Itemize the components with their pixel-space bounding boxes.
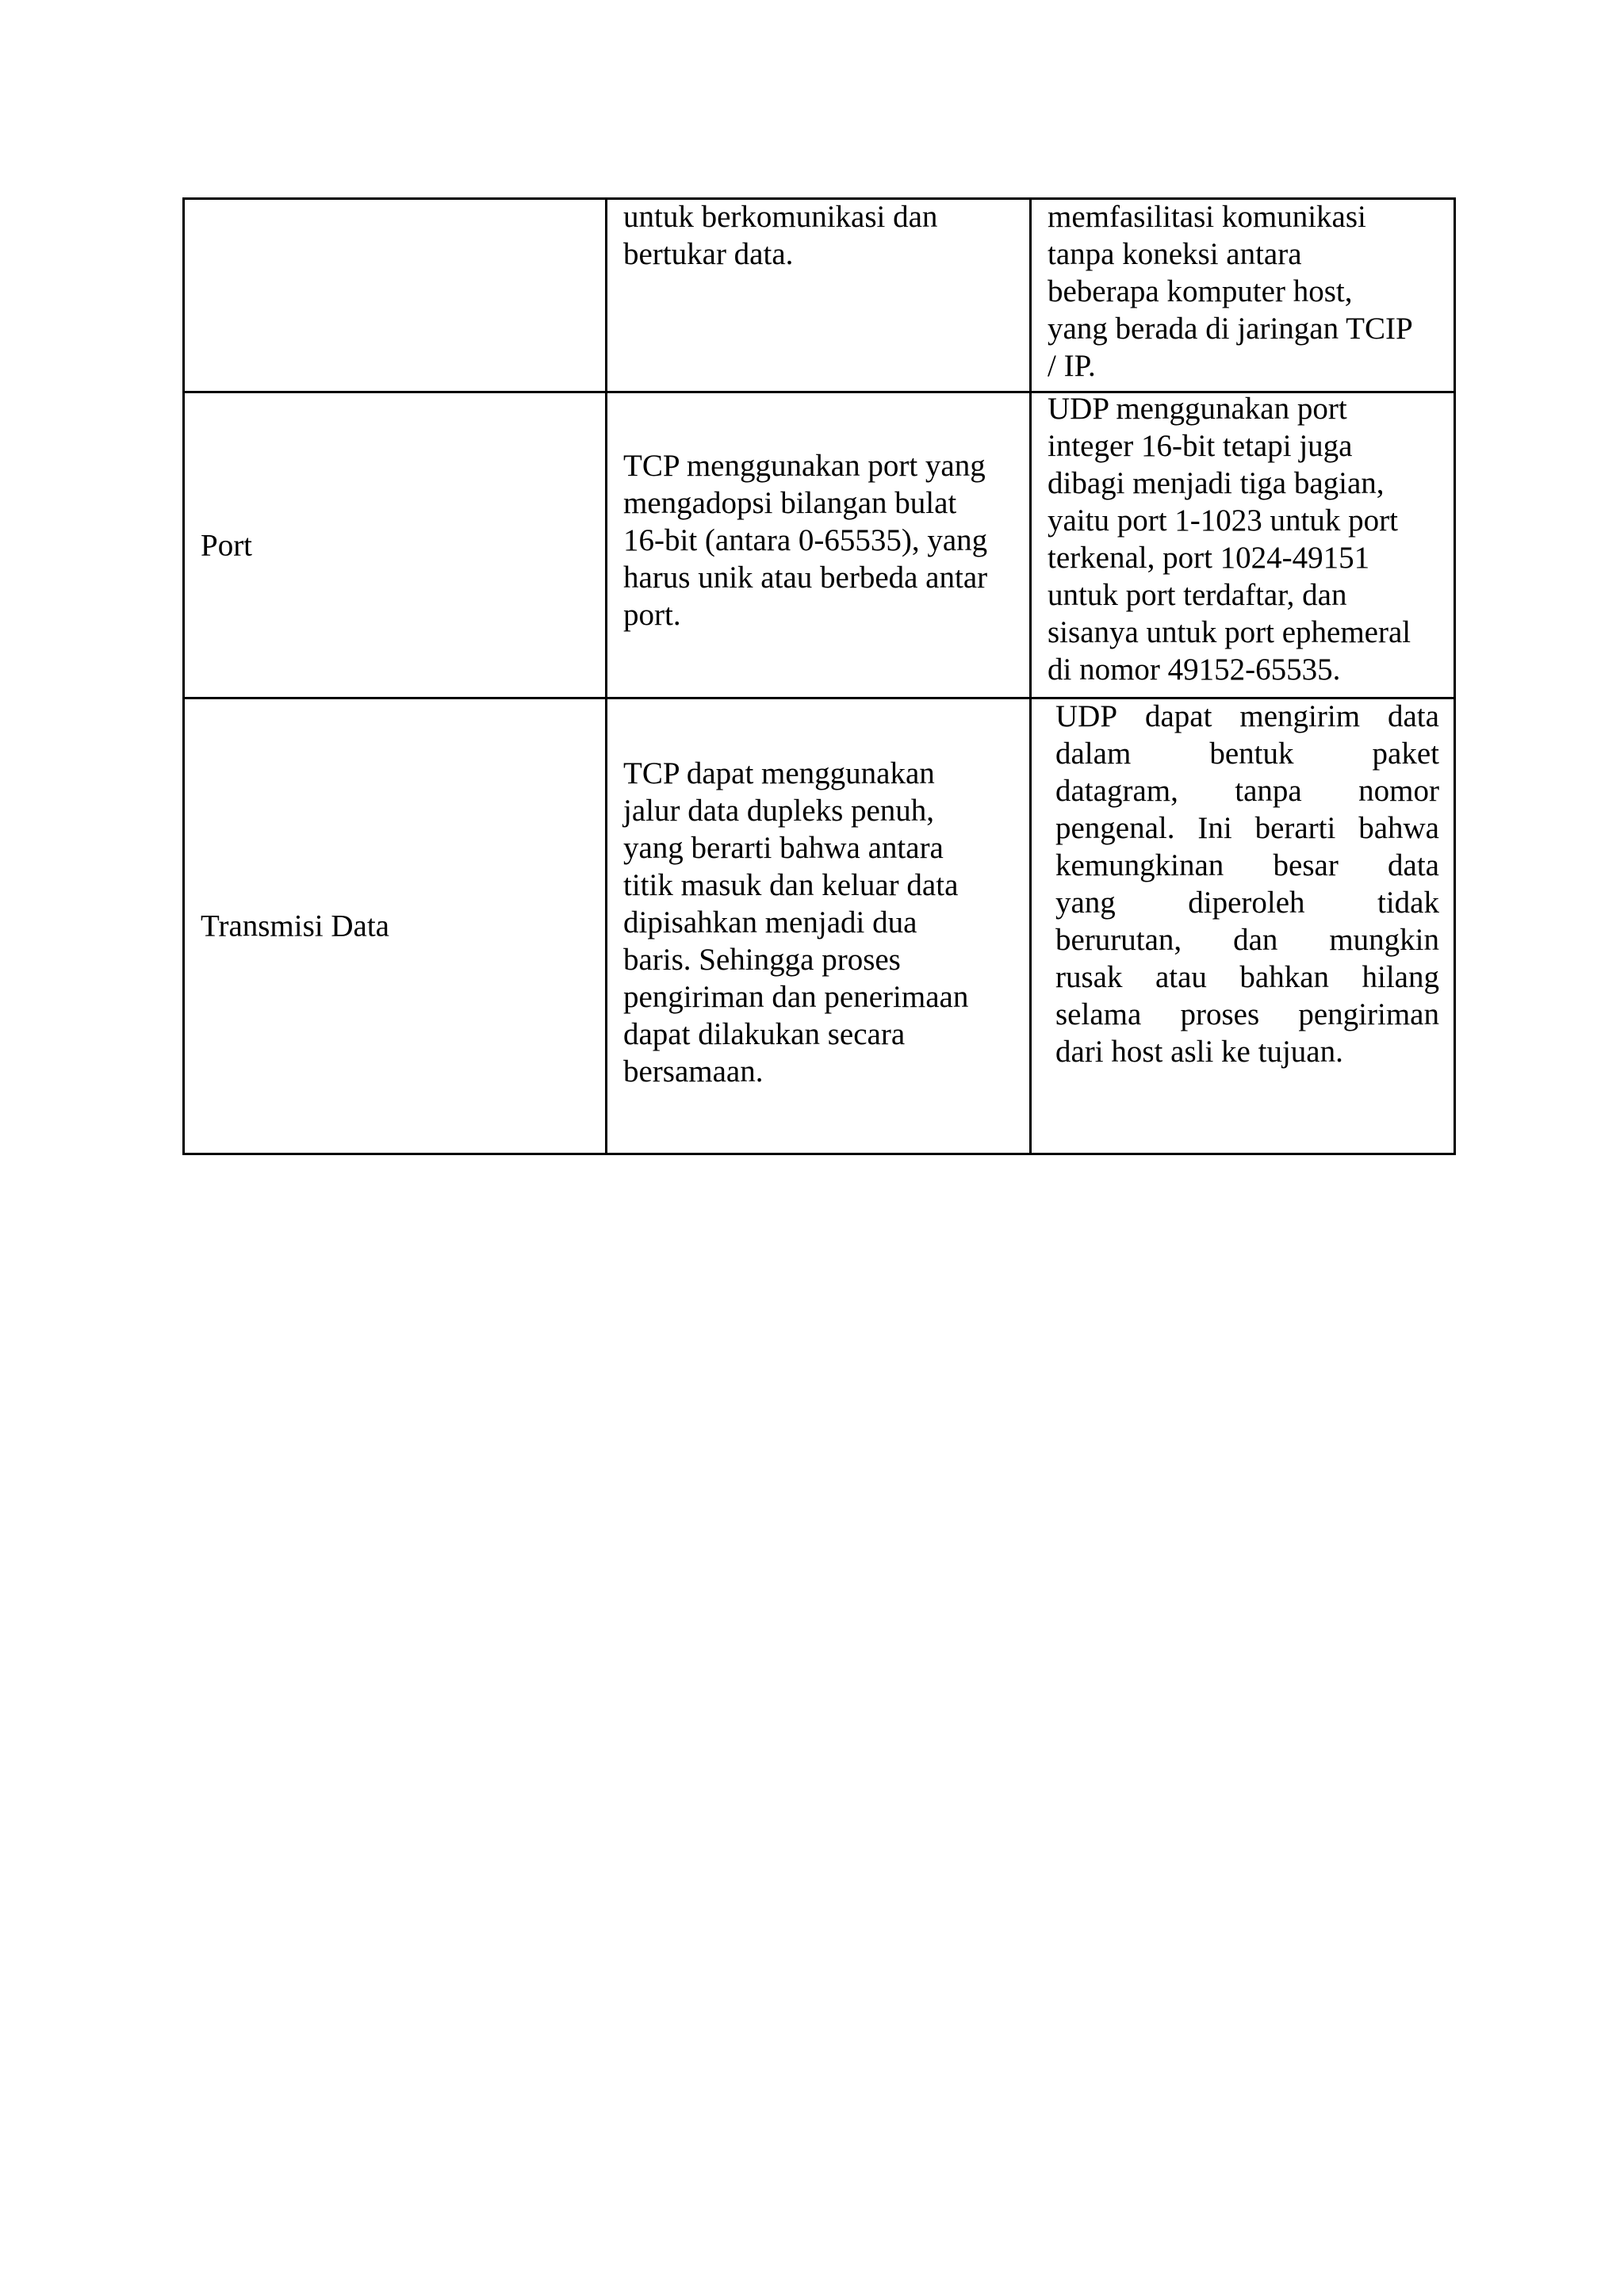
tcp-cell <box>607 199 1031 392</box>
text-line: 16-bit (antara 0-65535), yang <box>623 523 988 557</box>
text-line: / IP. <box>1048 349 1096 383</box>
text-line: yang berada di jaringan TCIP <box>1048 312 1413 346</box>
table-row <box>184 698 1455 1154</box>
word: data <box>1388 848 1439 882</box>
aspect-label: Transmisi Data <box>201 909 389 943</box>
word: pengenal. <box>1055 811 1175 845</box>
word: UDP <box>1055 699 1118 733</box>
aspect-cell <box>184 199 607 392</box>
text-line: untuk berkomunikasi dan <box>623 200 938 234</box>
udp-description <box>1055 698 1439 1070</box>
word: proses <box>1180 997 1260 1031</box>
tcp-description <box>623 447 1013 633</box>
word: besar <box>1273 848 1339 882</box>
word: kemungkinan <box>1055 848 1224 882</box>
word: rusak <box>1055 960 1123 994</box>
word: data <box>1388 699 1439 733</box>
text-line: TCP menggunakan port yang <box>623 449 986 483</box>
text-line: pengiriman dan penerimaan <box>623 980 969 1014</box>
text-line: yang berarti bahwa antara <box>623 831 944 865</box>
word: nomor <box>1358 774 1439 808</box>
text-line: beberapa komputer host, <box>1048 274 1353 308</box>
udp-cell <box>1031 698 1455 1154</box>
text-line: bertukar data. <box>623 237 794 271</box>
text-line: harus unik atau berbeda antar <box>623 561 988 595</box>
text-line: tanpa koneksi antara <box>1048 237 1302 271</box>
text-line <box>1055 959 1439 996</box>
text-line <box>1055 698 1439 735</box>
text-line <box>1055 884 1439 921</box>
word: bentuk <box>1209 737 1294 771</box>
text-line <box>1055 735 1439 772</box>
word: pengiriman <box>1298 997 1439 1031</box>
word: dapat <box>1144 699 1212 733</box>
table-row <box>184 199 1455 392</box>
text-line: sisanya untuk port ephemeral <box>1048 615 1411 649</box>
text-line: jalur data dupleks penuh, <box>623 794 935 828</box>
word: berarti <box>1254 811 1336 845</box>
tcp-description <box>623 198 1013 273</box>
table-row <box>184 392 1455 698</box>
text-line: untuk port terdaftar, dan <box>1048 578 1347 612</box>
aspect-label: Port <box>201 528 253 562</box>
word: bahkan <box>1239 960 1330 994</box>
text-line: titik masuk dan keluar data <box>623 868 959 902</box>
text-line: port. <box>623 598 681 632</box>
text-line: dipisahkan menjadi dua <box>623 905 917 939</box>
word: berurutan, <box>1055 923 1182 957</box>
udp-cell <box>1031 392 1455 698</box>
text-line: dapat dilakukan secara <box>623 1017 906 1051</box>
word: hilang <box>1362 960 1439 994</box>
word: diperoleh <box>1188 886 1305 920</box>
text-line: yaitu port 1-1023 untuk port <box>1048 503 1398 538</box>
word: tanpa <box>1235 774 1302 808</box>
aspect-cell <box>184 698 607 1154</box>
text-line: dibagi menjadi tiga bagian, <box>1048 466 1385 500</box>
udp-description <box>1048 390 1439 688</box>
udp-cell <box>1031 199 1455 392</box>
tcp-cell <box>607 698 1031 1154</box>
word: bahwa <box>1358 811 1439 845</box>
text-line: bersamaan. <box>623 1054 764 1089</box>
word: tidak <box>1377 886 1439 920</box>
text-line: memfasilitasi komunikasi <box>1048 200 1366 234</box>
text-line: UDP menggunakan port <box>1048 392 1347 426</box>
word: datagram, <box>1055 774 1178 808</box>
word: yang <box>1055 886 1116 920</box>
tcp-udp-comparison-table <box>182 197 1456 1155</box>
aspect-cell <box>184 392 607 698</box>
text-line: mengadopsi bilangan bulat <box>623 486 957 520</box>
text-line <box>1055 847 1439 884</box>
text-line: di nomor 49152-65535. <box>1048 652 1341 687</box>
text-line <box>1055 996 1439 1033</box>
word: Ini <box>1197 811 1232 845</box>
word: mengirim <box>1239 699 1361 733</box>
word: atau <box>1155 960 1207 994</box>
udp-description <box>1048 198 1439 385</box>
text-line <box>1055 772 1439 809</box>
text-line: terkenal, port 1024-49151 <box>1048 541 1370 575</box>
text-line: dari host asli ke tujuan. <box>1055 1035 1343 1069</box>
word: dan <box>1233 923 1278 957</box>
word: selama <box>1055 997 1142 1031</box>
text-line: integer 16-bit tetapi juga <box>1048 429 1353 463</box>
text-line <box>1055 809 1439 847</box>
tcp-cell <box>607 392 1031 698</box>
text-line <box>1055 921 1439 959</box>
word: dalam <box>1055 737 1132 771</box>
word: mungkin <box>1329 923 1439 957</box>
text-line: baris. Sehingga proses <box>623 943 901 977</box>
word: paket <box>1372 737 1439 771</box>
tcp-description <box>623 755 1013 1090</box>
text-line: TCP dapat menggunakan <box>623 756 935 790</box>
